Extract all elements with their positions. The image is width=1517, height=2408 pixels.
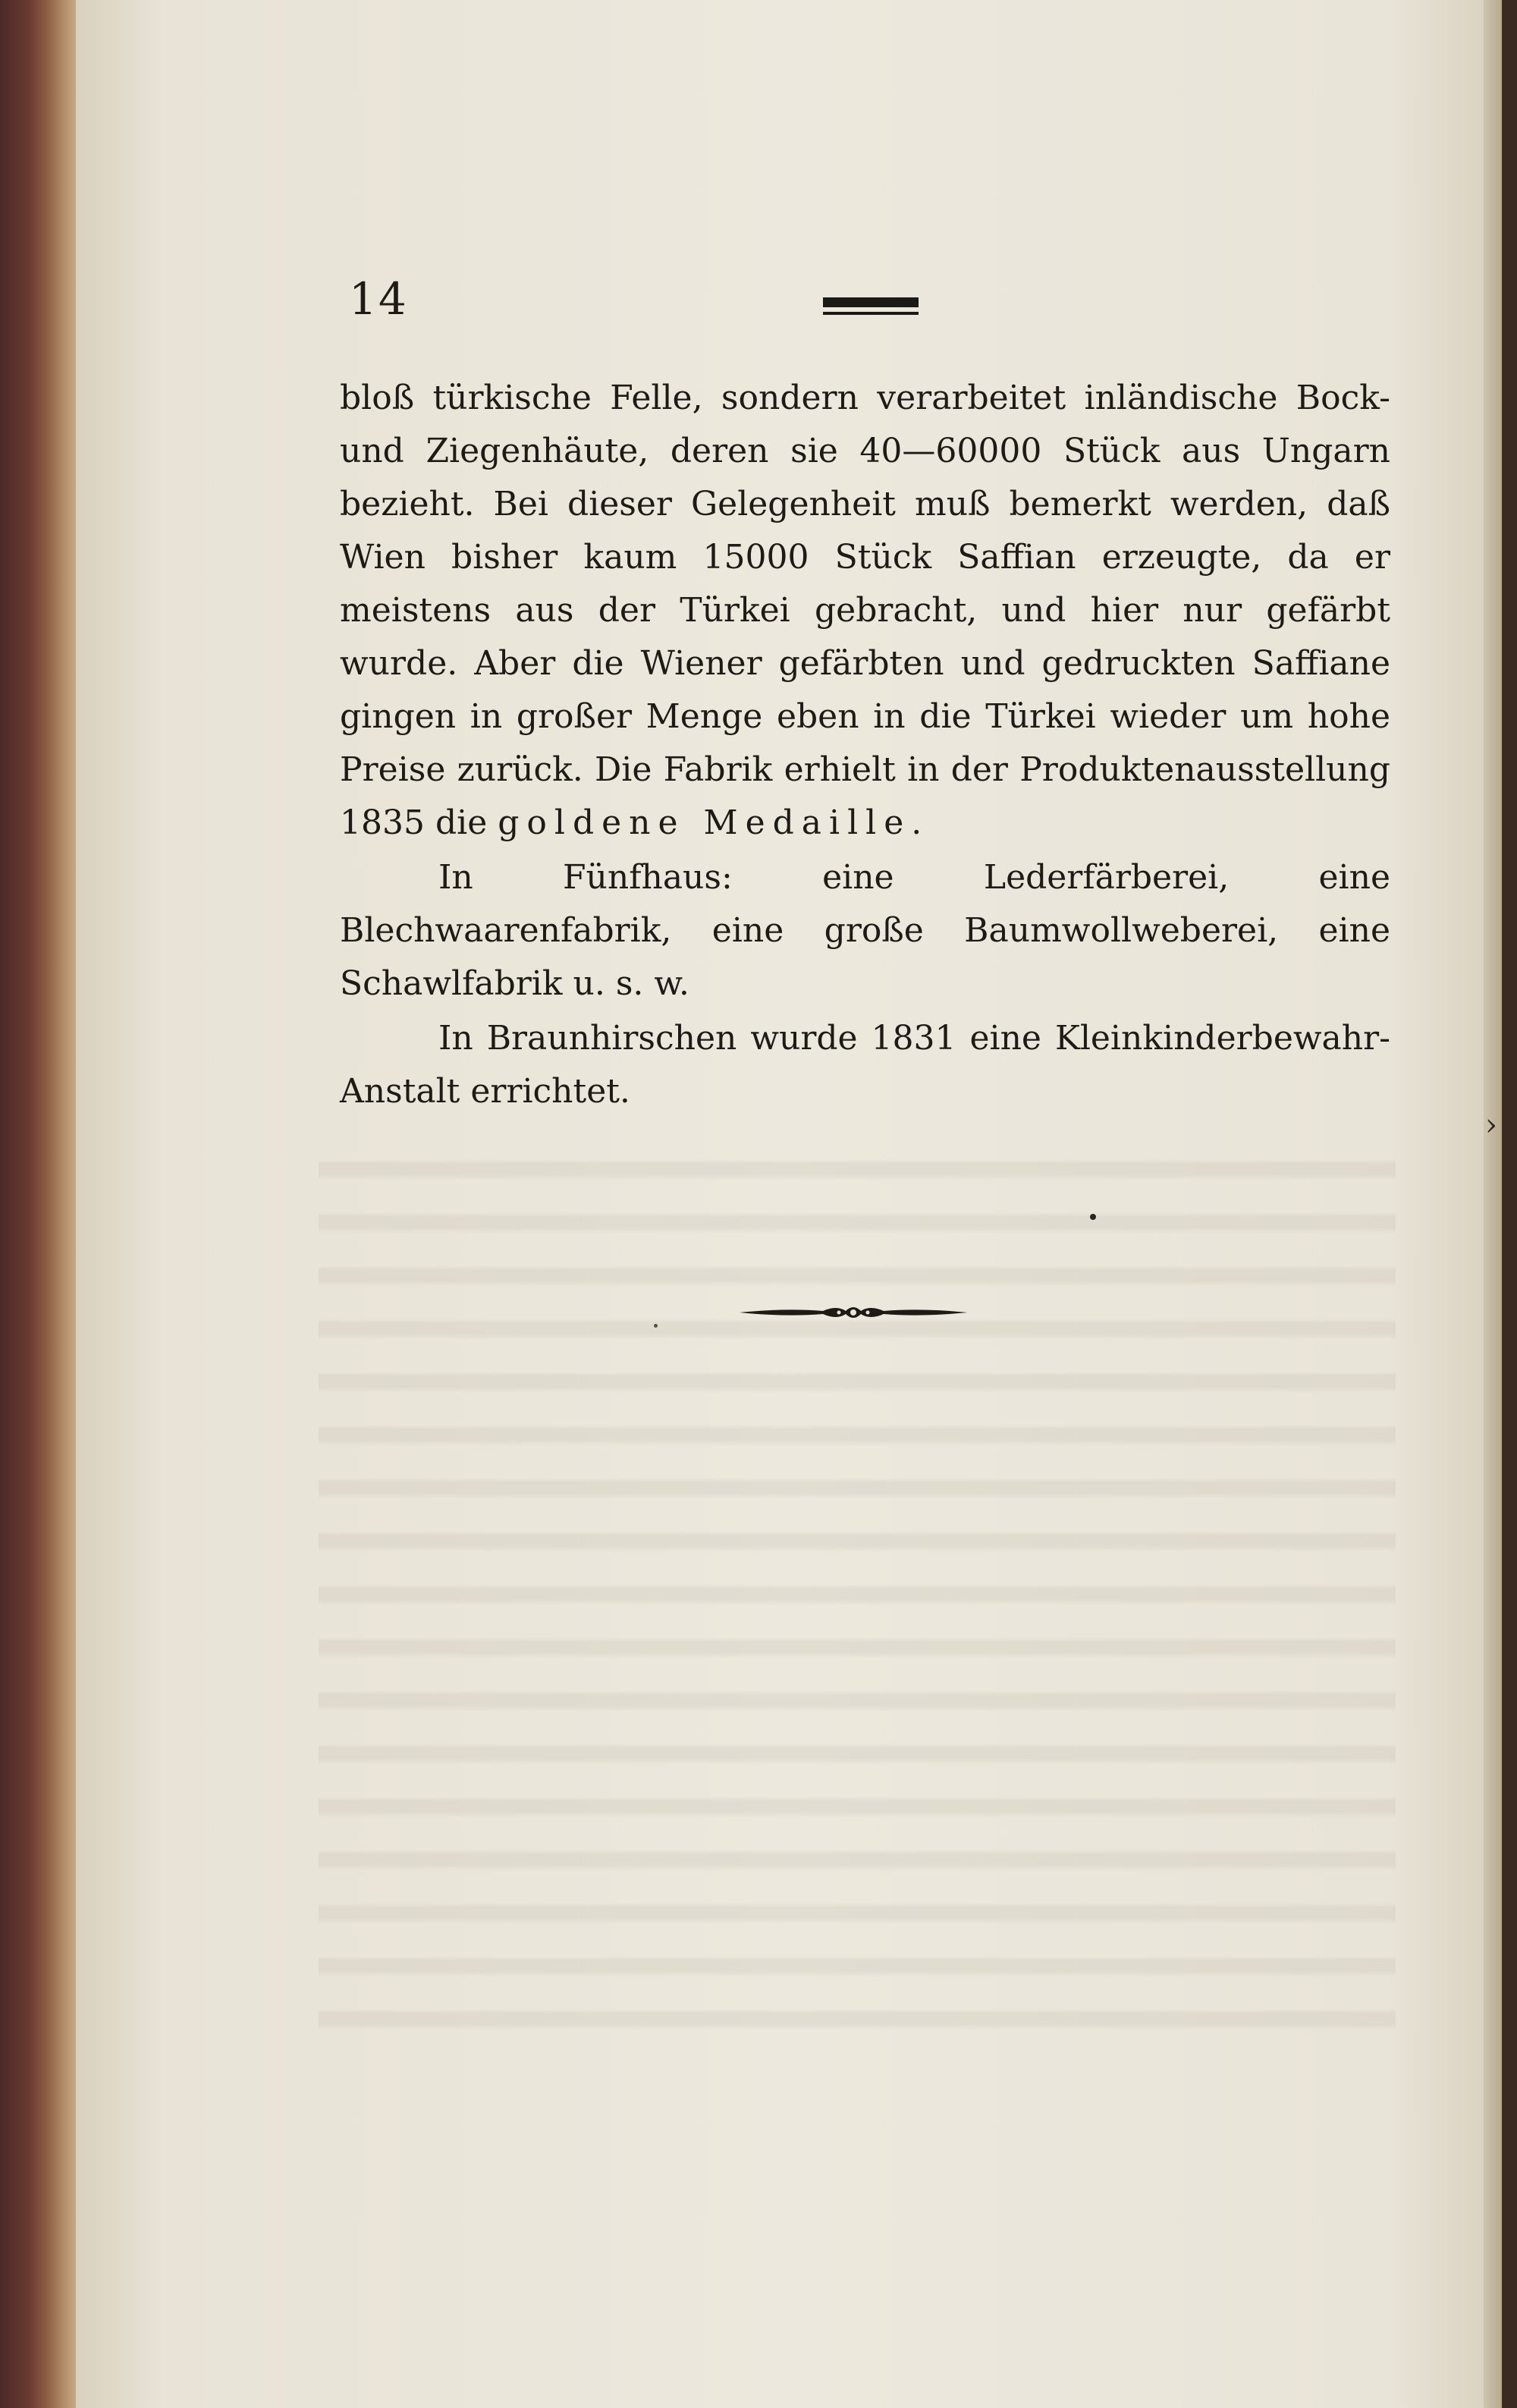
paragraph-saffian-text: bloß türkische Felle, sondern verarbeitet inländische Bock- und Ziegenhäute, deren sie 40—60000 Stück aus Ungarn bezieht. Bei dieser Gelegenheit muß bemerkt werden, daß Wien bisher kaum 15000 Stück Saffian erzeugte, da er meistens aus der Türkei gebracht, und hier nur gefärbt wurde. Aber die Wiener gefärbten und gedruckten Saffiane gingen in großer Menge eben in die Türkei wieder um hohe Preise zurück. Die Fabrik erhielt in der Produktenausstellung 1835 die bbox=[340, 379, 1390, 842]
paragraph-saffian-tail: . bbox=[911, 803, 922, 842]
page-number: 14 bbox=[349, 273, 408, 325]
book-binding bbox=[0, 0, 83, 2408]
paragraph-saffian bbox=[340, 372, 1390, 850]
paragraph-fuenfhaus: In Fünfhaus: eine Lederfärberei, eine Blechwaarenfabrik, eine große Baumwollweberei, eine Schawlfabrik u. s. w. bbox=[340, 858, 1390, 1003]
header-rule-thick bbox=[823, 297, 919, 307]
show-through-text bbox=[319, 1138, 1396, 2033]
paragraph-braunhirschen: In Braunhirschen wurde 1831 eine Kleinkinderbewahr-Anstalt errichtet. bbox=[340, 1019, 1390, 1111]
header-rule-thin bbox=[823, 312, 919, 315]
page-edge-mark: › bbox=[1485, 1108, 1497, 1143]
body-text bbox=[340, 372, 1390, 1118]
medal-emphasis: goldene Medaille bbox=[498, 803, 912, 842]
ink-dot-small bbox=[654, 1324, 658, 1328]
page-edge bbox=[1484, 0, 1502, 2408]
ink-dot bbox=[1090, 1214, 1096, 1220]
ornament-divider bbox=[740, 1297, 967, 1328]
header-rule bbox=[823, 297, 919, 320]
